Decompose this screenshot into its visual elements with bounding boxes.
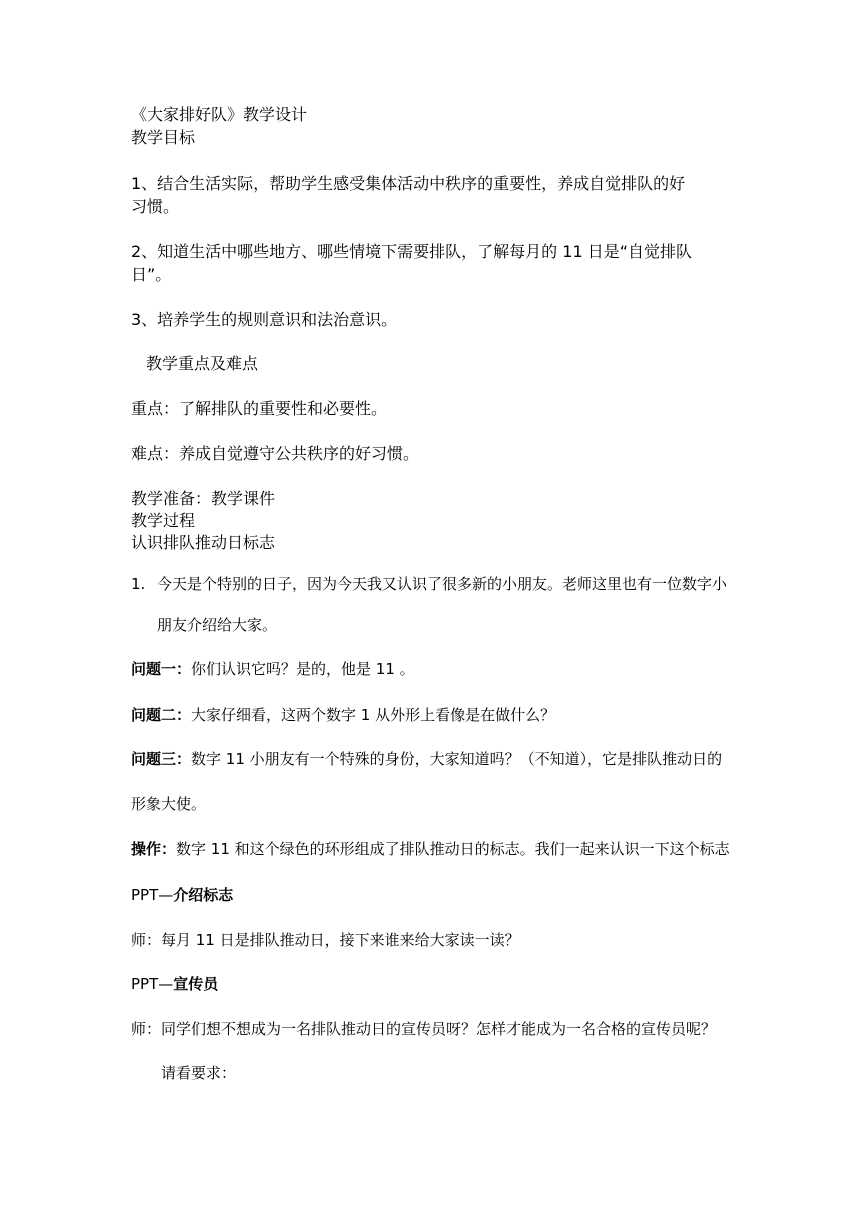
question-2-label: 问题二： <box>131 706 192 724</box>
item-1-line-1: 今天是个特别的日子，因为今天我又认识了很多新的小朋友。老师这里也有一位数字小 <box>157 575 728 593</box>
document-title: 《大家排好队》教学设计 <box>131 105 308 124</box>
question-3-text: 数字 11 小朋友有一个特殊的身份，大家知道吗？（不知道），它是排队推动日的 <box>191 750 723 768</box>
objective-2-line-1: 2、知道生活中哪些地方、哪些情境下需要排队，了解每月的 11 日是“自觉排队 <box>131 242 693 261</box>
objective-2-line-2: 日”。 <box>131 265 172 284</box>
item-1-line-2: 朋友介绍给大家。 <box>157 616 278 634</box>
operation-text: 数字 11 和这个绿色的环形组成了排队推动日的标志。我们一起来认识一下这个标志 <box>176 840 730 858</box>
process-heading: 教学过程 <box>131 511 196 530</box>
ppt-intro-logo <box>131 884 233 906</box>
operation-label: 操作： <box>131 840 177 858</box>
key-point: 重点：了解排队的重要性和必要性。 <box>131 399 388 418</box>
question-2-text: 大家仔细看，这两个数字 1 从外形上看像是在做什么？ <box>191 706 556 724</box>
teacher-line-1: 师：每月 11 日是排队推动日，接下来谁来给大家读一读？ <box>131 931 520 949</box>
question-3-line-2: 形象大使。 <box>131 795 207 813</box>
ppt-promoter <box>131 973 218 995</box>
ppt-promoter-title: 宣传员 <box>173 975 219 993</box>
section-1-heading: 认识排队推动日标志 <box>131 533 276 552</box>
item-1-number: 1. <box>131 575 146 593</box>
question-1-label: 问题一： <box>131 660 192 678</box>
question-1-text: 你们认识它吗？是的，他是 11 。 <box>191 660 415 678</box>
question-1 <box>131 658 415 680</box>
objective-1-line-1: 1、结合生活实际，帮助学生感受集体活动中秩序的重要性，养成自觉排队的好 <box>131 174 686 193</box>
teacher-line-2: 师：同学们想不想成为一名排队推动日的宣传员呀？怎样才能成为一名合格的宣传员呢？ <box>131 1020 717 1038</box>
objective-3: 3、培养学生的规则意识和法治意识。 <box>131 310 398 329</box>
preparation: 教学准备：教学课件 <box>131 489 276 508</box>
ppt-intro-title: 介绍标志 <box>173 886 234 904</box>
key-difficult-heading: 教学重点及难点 <box>146 354 259 373</box>
question-2 <box>131 704 555 726</box>
ppt-promoter-prefix: PPT— <box>131 975 174 993</box>
ppt-intro-prefix: PPT— <box>131 886 174 904</box>
objective-1-line-2: 习惯。 <box>131 197 180 216</box>
objectives-heading: 教学目标 <box>131 128 196 147</box>
see-requirements: 请看要求： <box>161 1064 237 1082</box>
difficult-point: 难点：养成自觉遵守公共秩序的好习惯。 <box>131 444 420 463</box>
operation <box>131 838 730 860</box>
question-3-label: 问题三： <box>131 750 192 768</box>
question-3 <box>131 748 722 770</box>
